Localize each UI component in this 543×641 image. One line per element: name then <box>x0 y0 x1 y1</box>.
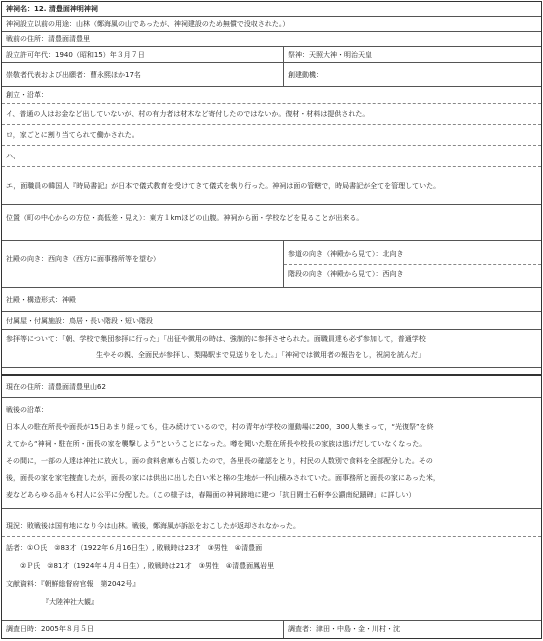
row-postwar <box>2 398 541 509</box>
stairs-direction-text: 階段の向き（神殿から見て）：西向き <box>288 270 404 278</box>
survey-date-cell <box>2 621 283 638</box>
reference-item: 『朝鮮総督府官報 第2042号』 <box>41 580 140 588</box>
surveyors-text: 調査者：津田・中島・金・川村・沈 <box>288 625 400 633</box>
informant-1: 話者：①Ｏ氏 ②83才（1922年６月16日生）, 敗戦時は23才 ③男性 ④清豊面 <box>6 544 263 552</box>
permit-year-text: 設立許可年代：1940（昭和15）年３月７日 <box>6 51 145 59</box>
record-header <box>2 2 541 17</box>
deities-text: 祭神：天照大神・明治天皇 <box>288 51 372 59</box>
row-history-a <box>2 104 541 125</box>
references-block <box>6 579 537 589</box>
approach-direction-text: 参道の向き（神殿から見て）：北向き <box>288 250 404 258</box>
worship-rep-cell <box>2 63 283 86</box>
motive-cell <box>283 63 541 86</box>
shrine-direction-text: 社殿の向き：西向き（西方に面事務所等を望む） <box>6 255 160 263</box>
shrine-direction-cell <box>2 241 283 287</box>
informant-2: ②Ｐ氏 ②81才（1924年４月４日生）, 敗戦時は21才 ③男性 ④清豊面鳳岩里 <box>20 562 275 570</box>
survey-date-text: 調査日時：2005年８月５日 <box>6 625 94 633</box>
surveyors-cell <box>283 621 541 638</box>
postwar-line: 後，面長の家を家宅捜査したが，面長の家には供出に出した白い米と棉の生地が一杯山積みされていた。面事務所と面長の家にあった米， <box>6 474 440 482</box>
history-b: ロ，家ごとに割り当てられて働かされた。 <box>6 131 139 139</box>
postwar-title: 戦後の沿革： <box>6 406 48 414</box>
permit-year-cell <box>2 47 283 62</box>
history-e: エ，面職員の韓国人『時局書記』が日本で儀式教育を受けてきて儀式を執り行った。神祠は面の管轄で，時局書記が全てを管理していた。 <box>6 182 441 190</box>
deities-cell <box>283 47 541 62</box>
postwar-line: その間に，一部の人達は神社に放火し，面の食料倉庫も占領したので，各里長の確認をとり，村民の人数別で食料を全部配分した。その <box>6 457 433 465</box>
row-facilities <box>2 312 541 330</box>
reference-item: 『大陸神社大観』 <box>42 598 98 606</box>
row-establishment-use <box>2 17 541 32</box>
direction-divider <box>284 264 541 265</box>
history-a: イ、普通の人はお金など出していないが、村の有力者は材木など寄付したのではないか。復材・材料は提供された。 <box>6 110 370 118</box>
facilities-text: 付属屋・付属施設：鳥居・長い階段・短い階段 <box>6 317 153 325</box>
approach-stairs-cell <box>283 241 541 287</box>
row-history-e <box>2 167 541 205</box>
postwar-line: 日本人の駐在所長や面長が15日あまり経っても，住み続けているので，村の青年が学校の運動場に200，300人集まって，“光復祭”を終 <box>6 423 434 431</box>
prewar-address-text: 戦前の住所：清豊面清豊里 <box>6 35 90 43</box>
row-history-c <box>2 146 541 167</box>
row-history-b <box>2 125 541 146</box>
shrine-record-sheet <box>1 1 542 639</box>
motive-text: 創建動機： <box>288 71 323 79</box>
building-form-text: 社殿・構造形式：神殿 <box>6 296 76 304</box>
row-worship <box>2 330 541 368</box>
row-history-title <box>2 87 541 104</box>
row-rep-motive <box>2 63 541 87</box>
row-current-address <box>2 376 541 398</box>
history-c: ハ、 <box>6 152 20 160</box>
current-status-text: 現況：敗戦後は国有地になり今は山林。戦後，鄭海風が訴訟をおこしたが返却されなかった。 <box>6 522 300 530</box>
current-address-text: 現在の住所：清豊面清豊里山62 <box>6 383 106 391</box>
row-directions <box>2 241 541 288</box>
postwar-line: 麦などあらゆる品々も村人に公平に分配した。（この様子は，春陽面の神祠跡地に建つ「抗日闘士石軒李公讃南紀蹟碑」に詳しい） <box>6 491 416 499</box>
worship-rep-text: 崇敬者代表および出願者：曹永熙ほか17名 <box>6 71 141 79</box>
location-text: 位置（町の中心からの方位・高低差・見え）：東方１kmほどの山腹。神祠から面・学校などを見ることが出来る。 <box>6 214 364 222</box>
row-survey <box>2 621 541 638</box>
row-prewar-address <box>2 32 541 47</box>
row-building-form <box>2 288 541 312</box>
row-current-status <box>2 509 541 537</box>
references-label: 文献資料： <box>6 580 41 588</box>
row-permit-deities <box>2 47 541 63</box>
worship-line-2: 生やその親、全面民が参拝し、梨陽駅まで見送りをした。」「神祠では徴用者の報告をし，祝詞を読んだ」 <box>96 351 425 359</box>
establishment-use-text: 神祠設立以前の用途：山林（鄭海風の山であったが、神祠建設のため無償で没収された。） <box>6 20 290 28</box>
shrine-name: 神祠名：12. 清豊面神明神祠 <box>6 5 98 13</box>
row-location <box>2 205 541 241</box>
history-title: 創立・沿革： <box>6 91 48 99</box>
row-informants-references <box>2 537 541 621</box>
worship-line-1: 参拝等について：「朝、学校で集団参拝に行った」「出征や徴用の時は、強制的に参拝させられた。面職員達も必ず参加して，普通学校 <box>6 335 426 343</box>
postwar-line: えてから“神祠・駐在所・面長の家を襲撃しよう”ということになった。噂を聞いた駐在所長や校長の家族は逃げだしていなくなった。 <box>6 440 427 448</box>
